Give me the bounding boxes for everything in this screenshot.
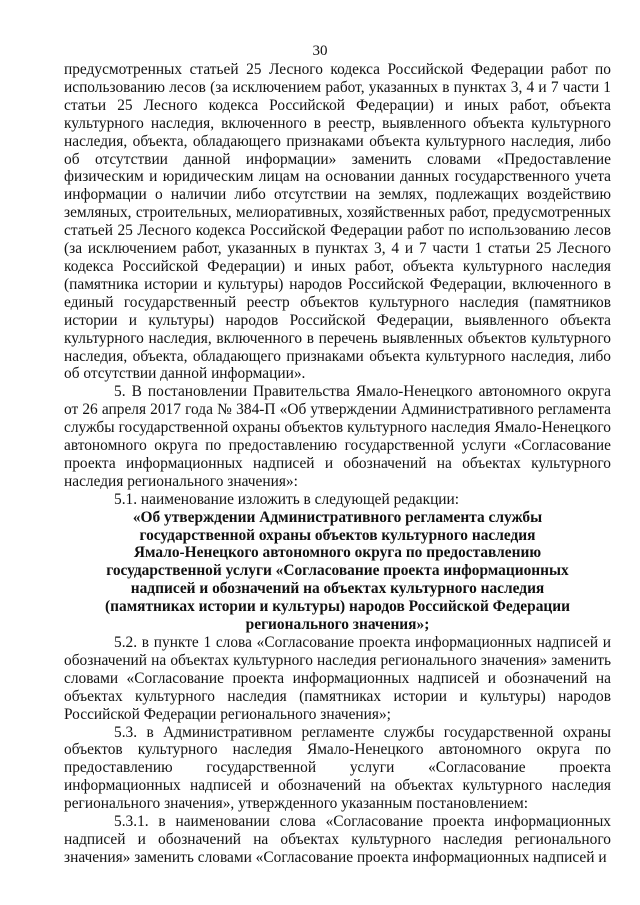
paragraph-item-5-2: 5.2. в пункте 1 слова «Согласование проекта информационных надписей и обозначений на объектах культурного наследия регионального значения» заменить словами «Согласование проекта информационных надписей и обозначений на объектах культурного наследия (памятниках истории и культуры) народов Российской Федерации регионального значения»; bbox=[64, 634, 611, 723]
document-body bbox=[64, 61, 611, 867]
paragraph-item-5-1: 5.1. наименование изложить в следующей редакции: bbox=[114, 490, 460, 508]
heading-line: Ямало-Ненецкого автономного округа по предоставлению bbox=[133, 544, 542, 562]
paragraph-continuation: предусмотренных статьей 25 Лесного кодекса Российской Федерации работ по использованию лесов (за исключением работ, указанных в пунктах 3, 4 и 7 части 1 статьи 25 Лесного кодекса Российской Федерации) и иных работ, объекта культурного наследия, включенного в реестр, выявленного объекта культурного наследия, объекта, обладающего признаками объекта культурного наследия, либо об отсутствии данной информации» заменить словами «Предоставление физическим и юридическим лицам на основании данных государственного учета информации о наличии либо отсутствии на землях, подлежащих воздействию земляных, строительных, мелиоративных, хозяйственных работ, предусмотренных статьей 25 Лесного кодекса Российской Федерации работ по использованию лесов (за исключением работ, указанных в пунктах 3, 4 и 7 части 1 статьи 25 Лесного кодекса Российской Федерации) и иных работ, объекта культурного наследия (памятника истории и культуры) народов Российской Федерации, включенного в единый государственный реестр объектов культурного наследия (памятников истории и культуры) народов Российской Федерации, выявленного объекта культурного наследия, включенного в перечень выявленных объектов культурного наследия, объекта, обладающего признаками объекта культурного наследия, либо об отсутствии данной информации». bbox=[64, 61, 611, 383]
heading-line: государственной охраны объектов культурного наследия bbox=[139, 526, 536, 544]
heading-line: (памятниках истории и культуры) народов Российской Федерации bbox=[105, 598, 570, 616]
new-title-heading bbox=[64, 509, 611, 634]
paragraph-item-5-3-1: 5.3.1. в наименовании слова «Согласование проекта информационных надписей и обозначений на объектах культурного наследия регионального значения» заменить словами «Согласование проекта информационных надписей и bbox=[64, 813, 611, 866]
paragraph-item-5-3: 5.3. в Административном регламенте службы государственной охраны объектов культурного наследия Ямало-Ненецкого автономного округа по предоставлению государственной услуги «Согласование проекта информационных надписей и обозначений на объектах культурного наследия регионального значения», утвержденного указанным постановлением: bbox=[64, 723, 611, 813]
heading-line: регионального значения»; bbox=[245, 616, 430, 634]
paragraph-item-5: 5. В постановлении Правительства Ямало-Ненецкого автономного округа от 26 апреля 2017 года № 384-П «Об утверждении Административного регламента службы государственной охраны объектов культурного наследия Ямало-Ненецкого автономного округа по предоставлению государственной услуги «Согласование проекта информационных надписей и обозначений на объектах культурного наследия регионального значения»: bbox=[64, 383, 611, 490]
heading-line: надписей и обозначений на объектах культурного наследия bbox=[130, 580, 545, 598]
heading-line: «Об утверждении Административного регламента службы bbox=[132, 508, 543, 526]
heading-line: государственной услуги «Согласование проекта информационных bbox=[106, 562, 569, 580]
page-number: 30 bbox=[312, 43, 328, 59]
